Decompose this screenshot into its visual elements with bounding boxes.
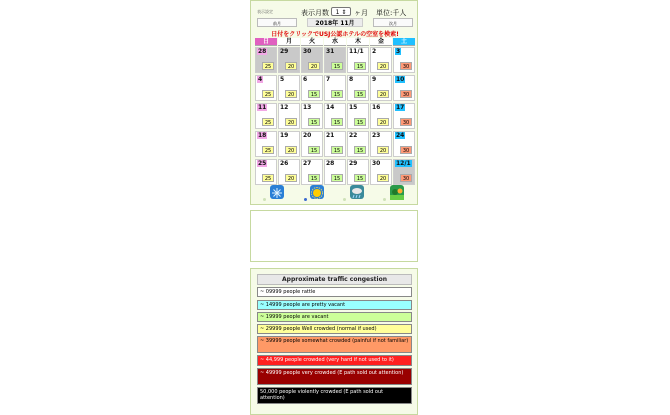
calendar-day-cell[interactable] <box>347 103 369 129</box>
calendar-day-cell[interactable] <box>347 159 369 185</box>
congestion-value: 30 <box>400 174 412 182</box>
day-number: 13 <box>303 104 312 111</box>
weekday-header <box>255 38 416 46</box>
day-number: 9 <box>372 76 377 83</box>
day-number: 28 <box>326 160 335 167</box>
calendar-day-cell[interactable] <box>278 75 300 101</box>
congestion-value: 25 <box>262 90 274 98</box>
congestion-value: 20 <box>285 174 297 182</box>
calendar-day-cell[interactable] <box>324 75 346 101</box>
search-notice: 日付をクリックでUSJ公認ホテルの空室を検索! <box>271 31 399 38</box>
calendar-day-cell[interactable] <box>393 47 415 73</box>
calendar-day-cell[interactable] <box>278 103 300 129</box>
day-number: 12 <box>280 104 289 111</box>
congestion-value: 15 <box>331 146 343 154</box>
calendar-day-cell[interactable] <box>301 103 323 129</box>
day-number: 22 <box>349 132 358 139</box>
rain-icon[interactable] <box>350 185 364 199</box>
day-number: 21 <box>326 132 335 139</box>
current-month: 2018年 11月 <box>307 18 363 27</box>
day-number: 12/1 <box>396 160 411 167</box>
congestion-value: 15 <box>354 62 366 70</box>
congestion-value: 15 <box>308 146 320 154</box>
calendar-day-cell[interactable] <box>278 47 300 73</box>
congestion-value: 15 <box>331 90 343 98</box>
congestion-value: 15 <box>354 118 366 126</box>
calendar-day-cell[interactable] <box>370 75 392 101</box>
weekday-wed: 水 <box>324 38 346 46</box>
calendar-week <box>255 75 416 101</box>
calendar-day-cell[interactable] <box>324 159 346 185</box>
day-number: 18 <box>258 132 267 139</box>
congestion-value: 25 <box>262 174 274 182</box>
day-number: 11/1 <box>349 48 364 55</box>
legend-panel <box>250 268 418 415</box>
congestion-value: 15 <box>308 90 320 98</box>
congestion-value: 30 <box>400 118 412 126</box>
day-number: 14 <box>326 104 335 111</box>
weekday-sat: 土 <box>393 38 415 46</box>
congestion-value: 15 <box>308 174 320 182</box>
congestion-value: 15 <box>308 118 320 126</box>
day-number: 19 <box>280 132 289 139</box>
legend-item: ~ 29999 people Well crowded (normal if used) <box>257 324 412 334</box>
congestion-value: 20 <box>285 62 297 70</box>
day-number: 3 <box>396 48 401 55</box>
prev-month-button[interactable]: 前月 <box>257 18 297 27</box>
congestion-value: 20 <box>377 90 389 98</box>
congestion-value: 30 <box>400 146 412 154</box>
months-label: 表示月数 <box>301 9 329 17</box>
calendar-day-cell[interactable] <box>370 131 392 157</box>
congestion-value: 15 <box>354 174 366 182</box>
day-number: 24 <box>396 132 405 139</box>
day-number: 20 <box>303 132 312 139</box>
calendar-week <box>255 103 416 129</box>
display-settings-link[interactable]: 表示設定 <box>257 9 273 14</box>
day-number: 25 <box>258 160 267 167</box>
day-number: 4 <box>258 76 263 83</box>
icon-dot <box>343 198 346 201</box>
congestion-value: 20 <box>377 146 389 154</box>
day-number: 31 <box>326 48 335 55</box>
calendar-day-cell[interactable] <box>347 131 369 157</box>
congestion-value: 25 <box>262 118 274 126</box>
calendar-day-cell[interactable] <box>370 103 392 129</box>
congestion-value: 25 <box>262 62 274 70</box>
congestion-value: 20 <box>377 118 389 126</box>
day-number: 15 <box>349 104 358 111</box>
day-number: 30 <box>303 48 312 55</box>
calendar-day-cell[interactable] <box>347 47 369 73</box>
months-select-value: 1 <box>335 9 340 16</box>
congestion-value: 30 <box>400 90 412 98</box>
unit-label: 単位:千人 <box>376 9 407 17</box>
legend-item: ~ 44,999 people crowded (very hard if not used to it) <box>257 355 412 366</box>
months-unit: ヶ月 <box>354 9 368 17</box>
legend-item: ~ 39999 people somewhat crowded (painful if not familiar) <box>257 336 412 353</box>
day-number: 5 <box>280 76 285 83</box>
congestion-value: 20 <box>377 62 389 70</box>
day-number: 10 <box>396 76 405 83</box>
weather-icons <box>251 185 419 201</box>
day-number: 30 <box>372 160 381 167</box>
calendar-week <box>255 131 416 157</box>
icon-dot <box>383 198 386 201</box>
weekday-thu: 木 <box>347 38 369 46</box>
day-number: 8 <box>349 76 354 83</box>
legend-item: 50,000 people violently crowded (E path sold out attention) <box>257 387 412 404</box>
calendar-day-cell[interactable] <box>255 103 277 129</box>
calendar-day-cell[interactable] <box>347 75 369 101</box>
next-month-button[interactable]: 次月 <box>373 18 413 27</box>
calendar-day-cell[interactable] <box>301 47 323 73</box>
day-number: 28 <box>258 48 267 55</box>
congestion-value: 25 <box>262 146 274 154</box>
day-number: 2 <box>372 48 377 55</box>
day-number: 17 <box>396 104 405 111</box>
snowflake-icon[interactable] <box>270 185 284 199</box>
icon-dot-active <box>304 198 307 201</box>
calendar-grid <box>255 47 416 187</box>
calendar-week <box>255 159 416 185</box>
calendar-day-cell[interactable] <box>393 159 415 185</box>
sun-icon[interactable] <box>310 185 324 199</box>
park-icon[interactable] <box>390 185 404 199</box>
legend-item: ~ 09999 people rattle <box>257 287 412 297</box>
day-number: 26 <box>280 160 289 167</box>
legend-item: ~ 14999 people are pretty vacant <box>257 300 412 310</box>
congestion-value: 20 <box>285 90 297 98</box>
calendar-day-cell[interactable] <box>393 75 415 101</box>
day-number: 6 <box>303 76 308 83</box>
day-number: 7 <box>326 76 331 83</box>
congestion-value: 20 <box>308 62 320 70</box>
weekday-mon: 月 <box>278 38 300 46</box>
day-number: 29 <box>280 48 289 55</box>
calendar-day-cell[interactable] <box>301 131 323 157</box>
congestion-value: 30 <box>400 62 412 70</box>
congestion-value: 15 <box>331 118 343 126</box>
calendar-day-cell[interactable] <box>324 131 346 157</box>
weekday-fri: 金 <box>370 38 392 46</box>
calendar-day-cell[interactable] <box>393 103 415 129</box>
calendar-day-cell[interactable] <box>370 159 392 185</box>
calendar-day-cell[interactable] <box>278 131 300 157</box>
day-number: 11 <box>258 104 267 111</box>
congestion-value: 20 <box>285 118 297 126</box>
weekday-sun: 日 <box>255 38 277 46</box>
calendar-day-cell[interactable] <box>301 159 323 185</box>
calendar-day-cell[interactable] <box>301 75 323 101</box>
calendar-day-cell[interactable] <box>255 159 277 185</box>
day-number: 16 <box>372 104 381 111</box>
calendar-panel <box>250 0 418 205</box>
icon-dot <box>263 198 266 201</box>
congestion-value: 15 <box>354 90 366 98</box>
calendar-day-cell[interactable] <box>393 131 415 157</box>
calendar-day-cell[interactable] <box>255 75 277 101</box>
calendar-week <box>255 47 416 73</box>
congestion-value: 20 <box>377 174 389 182</box>
blank-panel <box>250 210 418 262</box>
month-nav <box>251 18 419 28</box>
calendar-day-cell[interactable] <box>324 47 346 73</box>
calendar-day-cell[interactable] <box>324 103 346 129</box>
day-number: 29 <box>349 160 358 167</box>
congestion-value: 15 <box>331 174 343 182</box>
calendar-day-cell[interactable] <box>255 47 277 73</box>
congestion-value: 15 <box>354 146 366 154</box>
legend-item: ~ 49999 people very crowded (E path sold out attention) <box>257 368 412 385</box>
legend-item: ~ 19999 people are vacant <box>257 312 412 322</box>
congestion-value: 15 <box>331 62 343 70</box>
months-select[interactable]: 1 ⇕ <box>331 7 351 16</box>
legend-title: Approximate traffic congestion <box>257 274 412 285</box>
calendar-day-cell[interactable] <box>370 47 392 73</box>
calendar-day-cell[interactable] <box>255 131 277 157</box>
calendar-day-cell[interactable] <box>278 159 300 185</box>
congestion-value: 20 <box>285 146 297 154</box>
weekday-tue: 火 <box>301 38 323 46</box>
day-number: 23 <box>372 132 381 139</box>
day-number: 27 <box>303 160 312 167</box>
